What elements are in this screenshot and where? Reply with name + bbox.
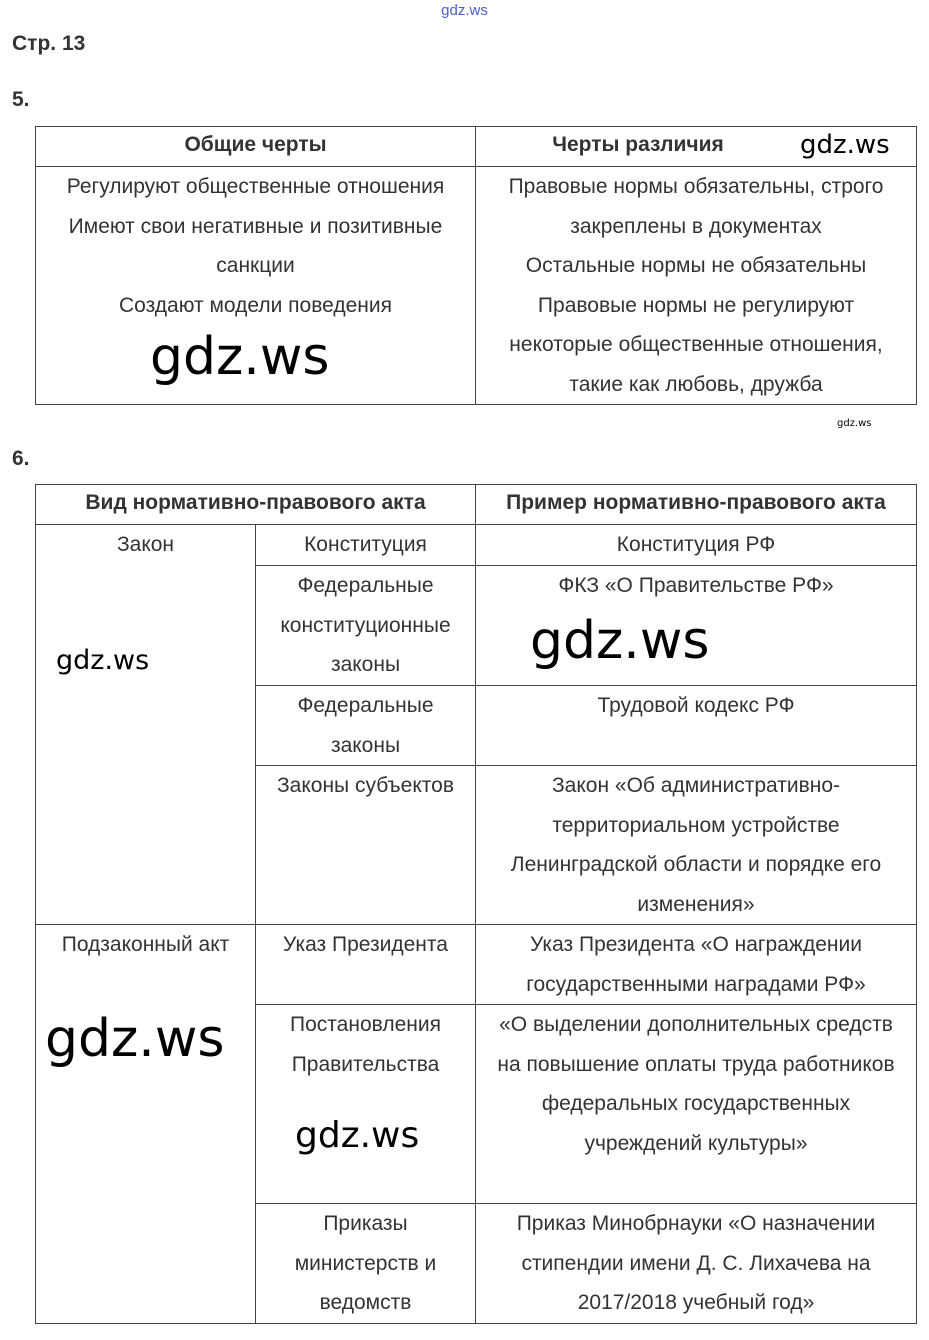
watermark: gdz.ws xyxy=(837,418,872,429)
header-act-kind: Вид нормативно-правового акта xyxy=(36,485,476,525)
example-cell: Трудовой кодекс РФ xyxy=(476,686,917,766)
type-cell: Постановления Правительства xyxy=(256,1005,476,1204)
page-label: Стр. 13 xyxy=(12,32,86,55)
example-cell: «О выделении дополнительных средств на повышение оплаты труда работников федеральных государственных учреждений культуры» xyxy=(476,1005,917,1204)
type-cell: Конституция xyxy=(256,525,476,566)
example-cell: Приказ Минобрнауки «О назначении стипендии имени Д. С. Лихачева на 2017/2018 учебный год» xyxy=(476,1204,917,1324)
header-act-example: Пример нормативно-правового акта xyxy=(476,485,917,525)
header-differences: Черты различия xyxy=(476,127,917,167)
watermark: gdz.ws xyxy=(45,1009,225,1069)
site-watermark[interactable]: gdz.ws xyxy=(441,2,488,19)
example-cell: Конституция РФ xyxy=(476,525,917,566)
type-cell: Федеральные конституционные законы xyxy=(256,566,476,686)
type-cell: Приказы министерств и ведомств xyxy=(256,1204,476,1324)
type-cell: Федеральные законы xyxy=(256,686,476,766)
task-6-number: 6. xyxy=(12,447,30,470)
watermark: gdz.ws xyxy=(295,1115,420,1156)
type-cell: Законы субъектов xyxy=(256,766,476,925)
difference-item: Правовые нормы обязательны, строго закреплены в документах xyxy=(508,175,884,238)
watermark: gdz.ws xyxy=(800,130,890,160)
kind-cell: Закон xyxy=(36,525,256,925)
watermark: gdz.ws xyxy=(530,611,710,671)
differences-cell xyxy=(476,167,917,405)
watermark: gdz.ws xyxy=(150,327,330,387)
difference-item: Правовые нормы не регулируют некоторые общественные отношения, такие как любовь, дружба xyxy=(509,293,883,396)
common-item: Создают модели поведения xyxy=(119,293,392,317)
task-5-number: 5. xyxy=(12,88,30,111)
example-cell: Указ Президента «О награждении государственными наградами РФ» xyxy=(476,925,917,1005)
example-cell: ФКЗ «О Правительстве РФ» xyxy=(476,566,917,686)
task-6-table xyxy=(35,484,917,1324)
difference-item: Остальные нормы не обязательны xyxy=(525,254,867,277)
type-cell: Указ Президента xyxy=(256,925,476,1005)
watermark: gdz.ws xyxy=(56,645,150,676)
kind-cell: Подзаконный акт xyxy=(36,925,256,1324)
common-item: Имеют свои негативные и позитивные санкции xyxy=(68,214,443,277)
header-common-features: Общие черты xyxy=(36,127,476,167)
example-cell: Закон «Об административно-территориальном устройстве Ленинградской области и порядке его изменения» xyxy=(476,766,917,925)
common-item: Регулируют общественные отношения xyxy=(66,175,445,198)
